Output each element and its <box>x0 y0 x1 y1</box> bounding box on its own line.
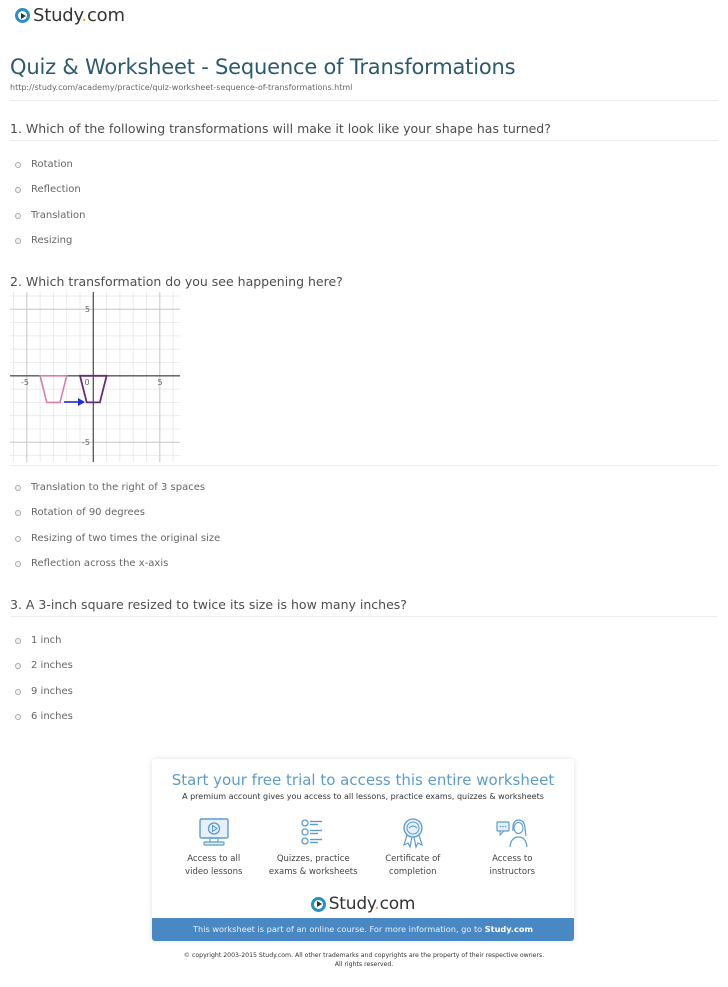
card-study-logo[interactable]: Study.com <box>152 894 574 914</box>
divider <box>10 140 718 141</box>
logo-dot: . <box>81 5 87 26</box>
question-1: 1. Which of the following transformations will make it look like your shape has turned? <box>10 121 551 136</box>
free-trial-card <box>152 759 574 941</box>
radio-button[interactable] <box>15 485 21 491</box>
svg-text:-5: -5 <box>21 378 29 387</box>
study-link[interactable]: Study.com <box>484 924 533 934</box>
arrow-icon <box>78 398 85 406</box>
coordinate-plane <box>10 292 180 462</box>
q1-option-1[interactable]: Rotation <box>15 159 73 170</box>
feature-instructors: Access to instructors <box>463 817 563 879</box>
svg-text:0: 0 <box>84 378 90 387</box>
radio-button[interactable] <box>15 638 21 644</box>
svg-text:5: 5 <box>157 378 163 387</box>
feature-video-lessons: Access to all video lessons <box>164 817 264 879</box>
play-logo-icon <box>15 8 30 23</box>
q3-option-1[interactable]: 1 inch <box>15 635 62 646</box>
logo-word: Study <box>33 5 82 26</box>
q2-option-2[interactable]: Rotation of 90 degrees <box>15 507 145 518</box>
q3-option-2[interactable]: 2 inches <box>15 660 73 671</box>
radio-button[interactable] <box>15 510 21 516</box>
question-3: 3. A 3-inch square resized to twice its size is how many inches? <box>10 597 407 612</box>
feature-quizzes: Quizzes, practice exams & worksheets <box>264 817 364 879</box>
divider <box>10 100 718 101</box>
promo-title[interactable]: Start your free trial to access this entire worksheet <box>171 771 555 789</box>
q1-option-2[interactable]: Reflection <box>15 184 81 195</box>
svg-text:-5: -5 <box>82 438 90 447</box>
study-logo[interactable] <box>15 5 125 26</box>
quiz-list-icon <box>296 817 330 849</box>
divider <box>10 465 718 466</box>
svg-text:5: 5 <box>84 305 90 314</box>
divider <box>10 616 718 617</box>
radio-button[interactable] <box>15 561 21 567</box>
radio-button[interactable] <box>15 162 21 168</box>
page-url: http://study.com/academy/practice/quiz-worksheet-sequence-of-transformations.html <box>10 83 353 92</box>
q1-option-4[interactable]: Resizing <box>15 235 72 246</box>
radio-button[interactable] <box>15 536 21 542</box>
q2-option-1[interactable]: Translation to the right of 3 spaces <box>15 482 205 493</box>
radio-button[interactable] <box>15 689 21 695</box>
q2-option-3[interactable]: Resizing of two times the original size <box>15 533 220 544</box>
q1-option-3[interactable]: Translation <box>15 210 86 221</box>
copyright-notice: © copyright 2003-2015 Study.com. All other trademarks and copyrights are the property of their respective owners. All rights reserved. <box>183 952 545 968</box>
question-2: 2. Which transformation do you see happening here? <box>10 274 343 289</box>
radio-button[interactable] <box>15 663 21 669</box>
transformation-graph <box>10 292 180 462</box>
logo-tld: com <box>86 5 125 26</box>
radio-button[interactable] <box>15 213 21 219</box>
play-logo-icon <box>311 897 326 912</box>
q2-option-4[interactable]: Reflection across the x-axis <box>15 558 168 569</box>
radio-button[interactable] <box>15 714 21 720</box>
feature-certificate: Certificate of completion <box>363 817 463 879</box>
certificate-ribbon-icon <box>396 817 430 849</box>
course-info-bar[interactable]: This worksheet is part of an online course. For more information, go to Study.com <box>152 918 574 941</box>
video-monitor-icon <box>197 817 231 849</box>
radio-button[interactable] <box>15 187 21 193</box>
q3-option-3[interactable]: 9 inches <box>15 686 73 697</box>
instructor-chat-icon <box>495 817 529 849</box>
promo-subtitle: A premium account gives you access to all lessons, practice exams, quizzes & worksheets <box>182 792 544 801</box>
feature-list <box>152 817 574 879</box>
radio-button[interactable] <box>15 238 21 244</box>
q3-option-4[interactable]: 6 inches <box>15 711 73 722</box>
page-title: Quiz & Worksheet - Sequence of Transformations <box>10 55 516 79</box>
